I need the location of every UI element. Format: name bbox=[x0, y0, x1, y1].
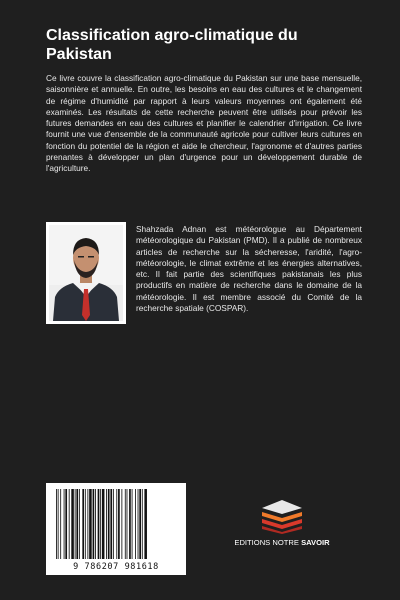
barcode-bars bbox=[54, 489, 178, 561]
barcode-bar bbox=[82, 489, 84, 559]
barcode-bar bbox=[69, 489, 70, 559]
barcode-bar bbox=[89, 489, 92, 559]
barcode-bar bbox=[118, 489, 120, 559]
barcode-bar bbox=[64, 489, 65, 559]
barcode-bar bbox=[132, 489, 133, 559]
barcode-bar bbox=[100, 489, 101, 559]
author-portrait-image bbox=[49, 225, 123, 321]
barcode-bar bbox=[93, 489, 95, 559]
barcode-bar bbox=[71, 489, 74, 559]
barcode-bar bbox=[87, 489, 88, 559]
barcode-bar bbox=[113, 489, 114, 559]
barcode bbox=[46, 483, 186, 575]
barcode-bar bbox=[108, 489, 110, 559]
barcode-bar bbox=[144, 489, 147, 559]
barcode-bar bbox=[95, 489, 96, 559]
barcode-bar bbox=[75, 489, 76, 559]
publisher-logo bbox=[232, 500, 332, 552]
author-biography: Shahzada Adnan est météorologue au Département météorologique du Pakistan (PMD). Il a publié de nombreux articles de recherche sur la sécheresse, l'aridité, l'agro-météorologie, le climat extrême et les énergies alternatives, etc. Il fait partie des scientifiques pakistanais les plus productifs en matière de recherche dans le domaine de la météorologie. Il est membre associé du Comité de la recherche spatiale (COSPAR). bbox=[136, 224, 362, 314]
publisher-name bbox=[232, 538, 332, 547]
barcode-bar bbox=[127, 489, 128, 559]
barcode-bar bbox=[98, 489, 100, 559]
book-description: Ce livre couvre la classification agro-climatique du Pakistan sur une base mensuelle, saisonnière et annuelle. En outre, les besoins en eau des cultures et le changement de régime d'humidité par rapport à leurs valeurs moyennes ont également été examinés. Les résultats de cette recherche peuvent être utilisés pour prévoir les futures demandes en eau des cultures et planifier le calendrier d'irrigation. Ce livre fournit une vue d'ensemble de la communauté agricole pour cultiver leurs cultures en fonction du potentiel de la région et aide le chercheur, l'agronome et d'autres parties prenantes à développer un plan d'urgence pour un développement durable de l'agriculture. bbox=[46, 73, 362, 174]
barcode-bar bbox=[142, 489, 143, 559]
barcode-bar bbox=[139, 489, 141, 559]
barcode-bar bbox=[102, 489, 105, 559]
barcode-bar bbox=[58, 489, 59, 559]
barcode-bar bbox=[121, 489, 122, 559]
barcode-bar bbox=[138, 489, 139, 559]
barcode-bar bbox=[79, 489, 80, 559]
book-title: Classification agro-climatique du Pakistan bbox=[46, 27, 298, 63]
barcode-bar bbox=[129, 489, 131, 559]
publisher-name-bold: SAVOIR bbox=[301, 538, 330, 547]
book-stack-icon bbox=[260, 500, 304, 534]
barcode-bar bbox=[56, 489, 57, 559]
barcode-bar bbox=[125, 489, 126, 559]
barcode-bar bbox=[106, 489, 107, 559]
barcode-bar bbox=[76, 489, 78, 559]
barcode-bar bbox=[110, 489, 112, 559]
author-photo bbox=[46, 222, 126, 324]
barcode-bar bbox=[135, 489, 136, 559]
barcode-bar bbox=[85, 489, 86, 559]
barcode-bar bbox=[60, 489, 61, 559]
barcode-bar bbox=[116, 489, 117, 559]
barcode-bar bbox=[65, 489, 67, 559]
isbn-number: 9 786207 981618 bbox=[73, 562, 159, 572]
publisher-name-light: EDITIONS NOTRE bbox=[234, 538, 299, 547]
